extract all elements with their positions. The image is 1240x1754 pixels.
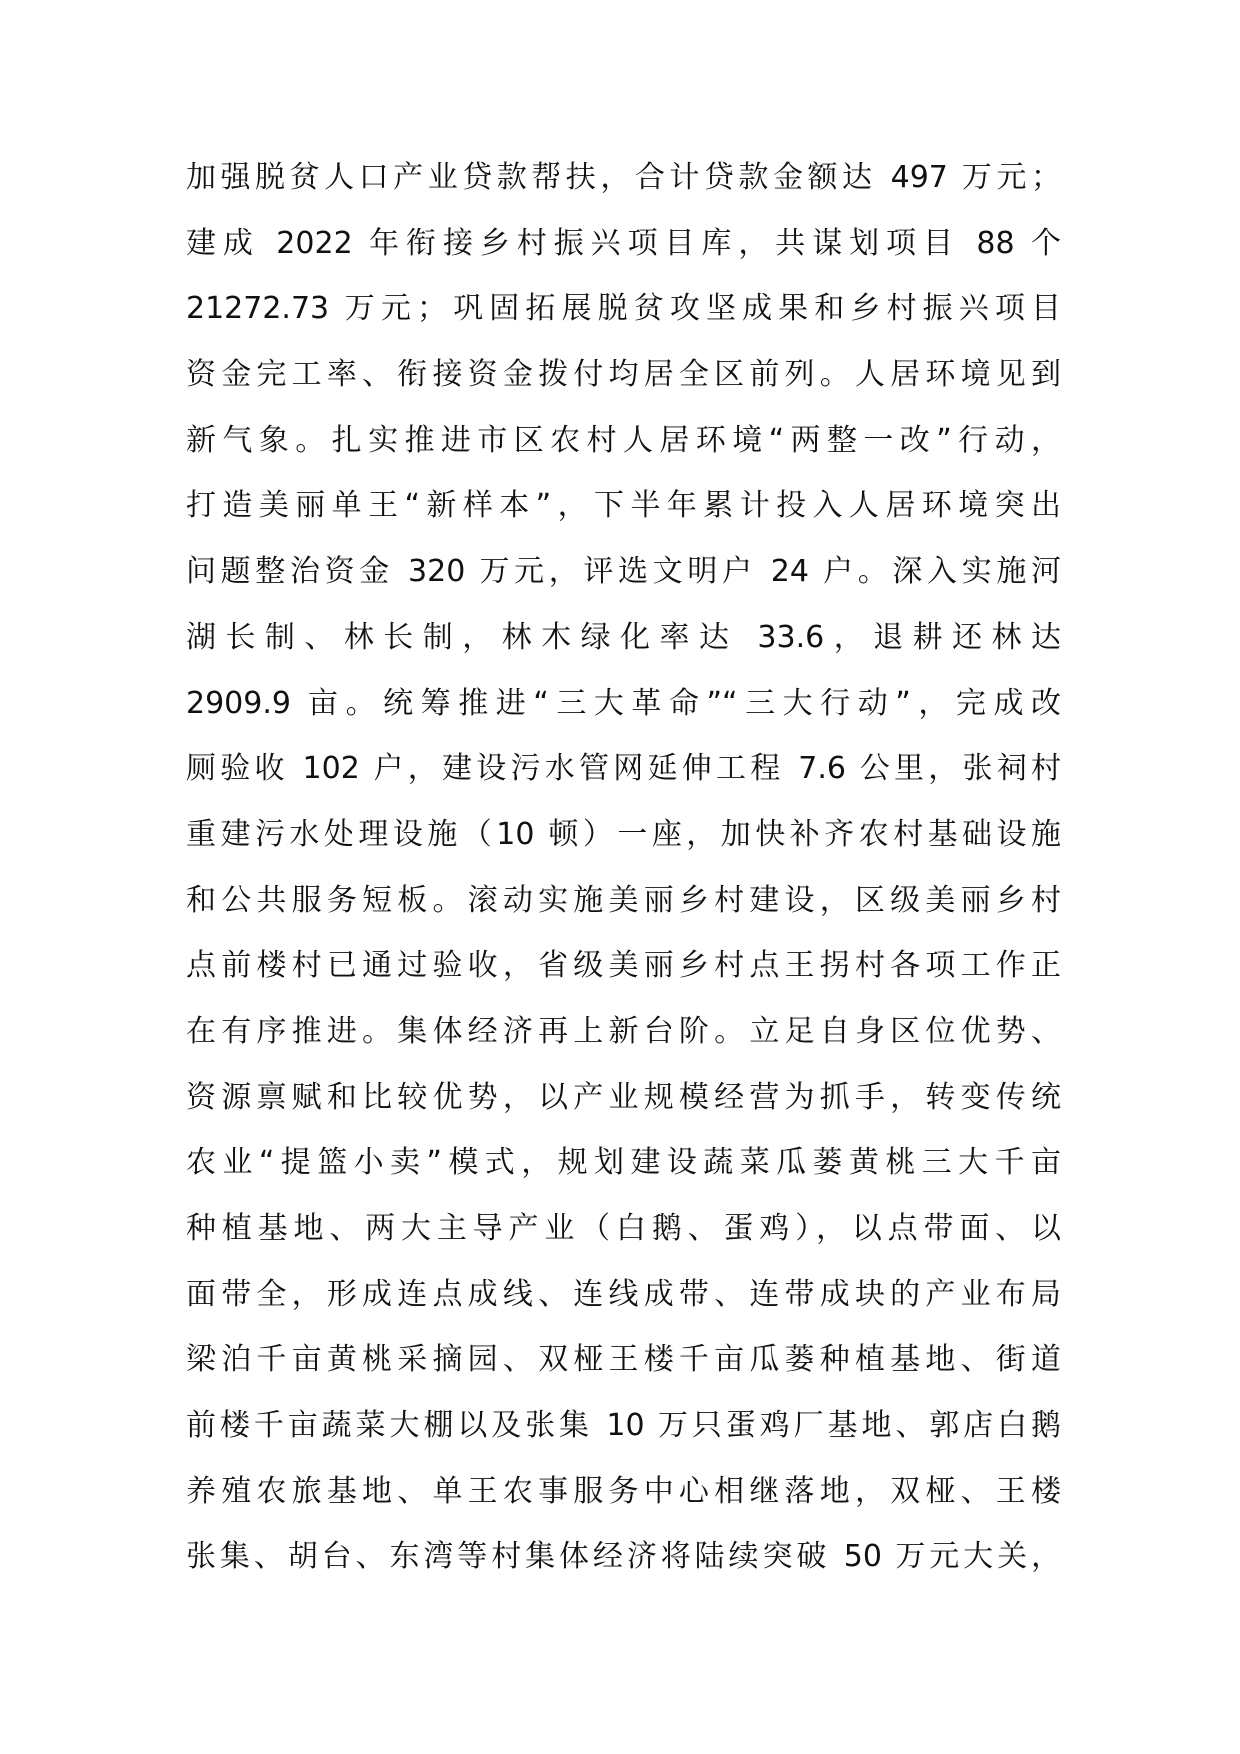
text-line: 湖长制、林长制，林木绿化率达 33.6，退耕还林达 [186,619,1061,655]
text-line: 建成 2022 年衔接乡村振兴项目库，共谋划项目 88 个 [186,225,1061,261]
text-line: 在有序推进。集体经济再上新台阶。立足自身区位优势、 [186,1013,1061,1049]
text-line: 厕验收 102 户，建设污水管网延伸工程 7.6 公里，张祠村 [186,751,1061,787]
text-line: 前楼千亩蔬菜大棚以及张集 10 万只蛋鸡厂基地、郭店白鹅 [186,1408,1061,1444]
text-line: 梁泊千亩黄桃采摘园、双桠王楼千亩瓜蒌种植基地、街道 [186,1342,1061,1378]
text-line: 资源禀赋和比较优势，以产业规模经营为抓手，转变传统 [186,1079,1061,1115]
text-line: 农业“提篮小卖”模式，规划建设蔬菜瓜蒌黄桃三大千亩 [186,1145,1061,1181]
text-line: 问题整治资金 320 万元，评选文明户 24 户。深入实施河 [186,554,1061,590]
text-line: 种植基地、两大主导产业（白鹅、蛋鸡），以点带面、以 [186,1211,1061,1246]
text-line: 加强脱贫人口产业贷款帮扶，合计贷款金额达 497 万元； [186,160,1061,195]
text-line: 重建污水处理设施（10 顿）一座，加快补齐农村基础设施 [186,816,1061,852]
body-paragraph [186,145,1061,1590]
text-line: 打造美丽单王“新样本”，下半年累计投入人居环境突出 [186,488,1061,524]
text-line: 面带全，形成连点成线、连线成带、连带成块的产业布局 [186,1276,1061,1312]
text-line: 养殖农旅基地、单王农事服务中心相继落地，双桠、王楼 [186,1473,1061,1509]
text-line: 张集、胡台、东湾等村集体经济将陆续突破 50 万元大关， [186,1539,1061,1575]
text-line: 和公共服务短板。滚动实施美丽乡村建设，区级美丽乡村 [186,882,1061,918]
text-line: 2909.9 亩。统筹推进“三大革命”“三大行动”，完成改 [186,685,1061,721]
text-line: 21272.73 万元；巩固拓展脱贫攻坚成果和乡村振兴项目 [186,291,1061,327]
text-line: 资金完工率、衔接资金拨付均居全区前列。人居环境见到 [186,357,1061,393]
text-line: 新气象。扎实推进市区农村人居环境“两整一改”行动， [186,422,1061,458]
text-line: 点前楼村已通过验收，省级美丽乡村点王拐村各项工作正 [186,948,1061,984]
